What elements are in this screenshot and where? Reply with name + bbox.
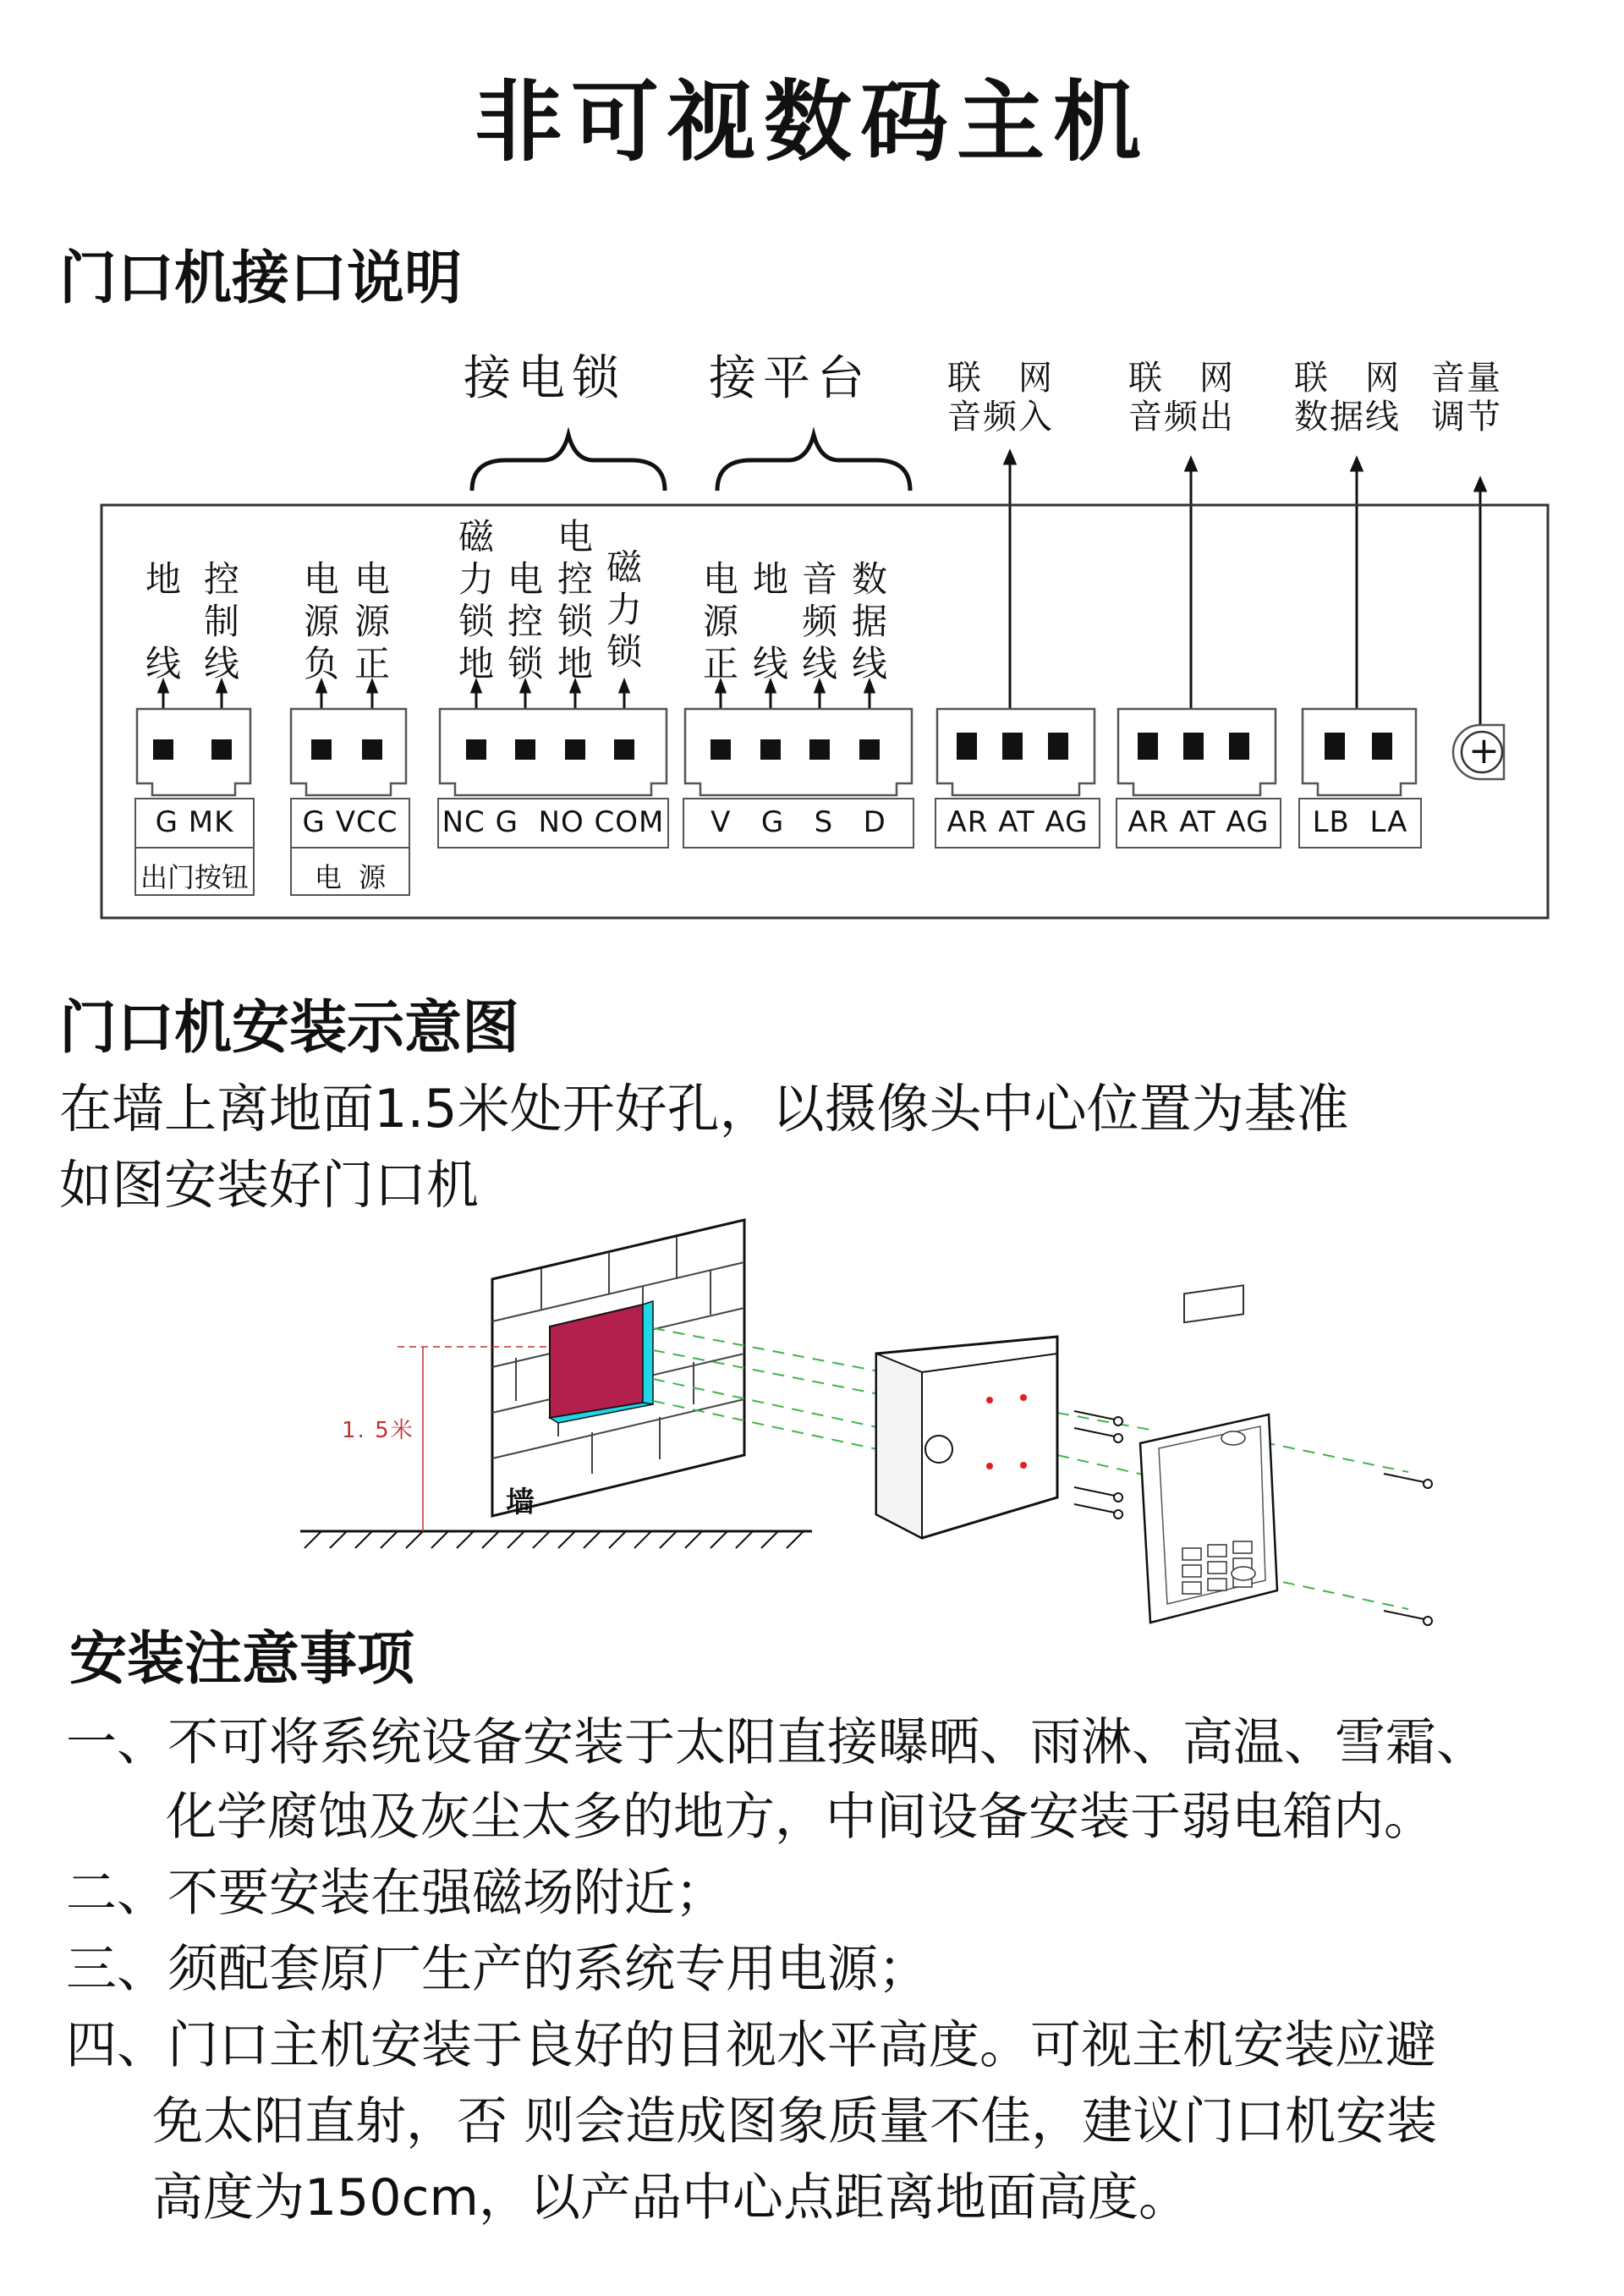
- top-label-data-line1: 联 网: [1294, 359, 1401, 398]
- volume-plus-icon: +: [1468, 729, 1500, 772]
- install-instruction-line2: 如图安装好门口机: [59, 1154, 480, 1216]
- group-label-platform: 接平台: [709, 351, 871, 406]
- note-4-line1: 四、门口主机安装于良好的目视水平高度。可视主机安装应避: [66, 2016, 1436, 2075]
- note-1-line1: 一、不可将系统设备安装于太阳直接曝晒、雨淋、高温、雪霜、: [66, 1713, 1487, 1772]
- install-instruction-line1: 在墙上离地面1.5米处开好孔，以摄像头中心位置为基准: [59, 1078, 1349, 1140]
- top-label-audio-out-line2: 音频出: [1128, 398, 1235, 437]
- pin-label-audio-out: AR AT AG: [1127, 805, 1270, 839]
- wire-label-platform-ground: 地 线: [752, 558, 788, 684]
- note-4-line2: 免太阳直射，否 则会造成图象质量不佳，建议门口机安装: [152, 2092, 1438, 2151]
- wire-label-audio: 音 频 线: [801, 558, 837, 684]
- install-heading: 门口机安装示意图: [59, 995, 520, 1062]
- interface-heading: 门口机接口说明: [59, 245, 463, 312]
- brace-lock: [472, 435, 665, 491]
- sub-label-door-button: 出门按钮: [140, 861, 249, 893]
- wire-label-electric-lock-ground: 电 控 锁 地: [557, 516, 593, 684]
- wire-label-power-positive: 电 源 正: [354, 558, 390, 684]
- note-2: 二、不要安装在强磁场附近；: [66, 1864, 726, 1923]
- wire-label-ground: 地 线: [145, 558, 181, 684]
- connector-power: [291, 709, 406, 795]
- wire-label-maglock: 磁 力 锁: [606, 547, 642, 673]
- brace-platform: [717, 435, 910, 491]
- installation-illustration: [0, 1201, 1624, 1641]
- note-1-line2: 化学腐蚀及灰尘太多的地方，中间设备安装于弱电箱内。: [166, 1788, 1435, 1847]
- top-label-volume-line1: 音量: [1431, 359, 1502, 398]
- top-label-data-line2: 数据线: [1294, 398, 1401, 437]
- note-3: 三、须配套原厂生产的系统专用电源；: [66, 1940, 929, 1999]
- wire-label-electric-lock: 电 控 锁: [507, 558, 543, 684]
- wire-label-control: 控 制 线: [203, 558, 239, 684]
- wall-label: 墙: [506, 1486, 535, 1519]
- wire-label-data: 数 据 线: [851, 558, 887, 684]
- wire-label-maglock-ground: 磁 力 锁 地: [458, 516, 494, 684]
- top-label-volume-line2: 调节: [1431, 398, 1502, 437]
- pin-label-power: G VCC: [302, 805, 398, 839]
- notes-heading: 安装注意事项: [69, 1626, 415, 1693]
- pin-label-audio-in: AR AT AG: [946, 805, 1089, 839]
- height-label: 1. 5米: [342, 1418, 414, 1443]
- group-label-lock: 接电锁: [464, 351, 626, 406]
- wire-label-platform-power: 电 源 正: [702, 558, 738, 684]
- page-title: 非可视数码主机: [474, 70, 1149, 173]
- top-label-audio-in-line1: 联 网: [947, 359, 1054, 398]
- note-4-line3: 高度为150cm，以产品中心点距离地面高度。: [152, 2168, 1189, 2227]
- pin-label-lock: NC G NO COM: [442, 805, 665, 839]
- pin-label-network-data: LB LA: [1312, 805, 1408, 839]
- sub-label-power: 电 源: [314, 861, 387, 893]
- wire-label-power-negative: 电 源 负: [303, 558, 339, 684]
- connector-network-data: [1303, 709, 1416, 795]
- top-label-audio-in-line2: 音频入: [947, 398, 1054, 437]
- pin-label-platform: V G S D: [710, 805, 886, 839]
- pin-label-door-button: G MK: [155, 805, 234, 839]
- top-label-audio-out-line1: 联 网: [1128, 359, 1235, 398]
